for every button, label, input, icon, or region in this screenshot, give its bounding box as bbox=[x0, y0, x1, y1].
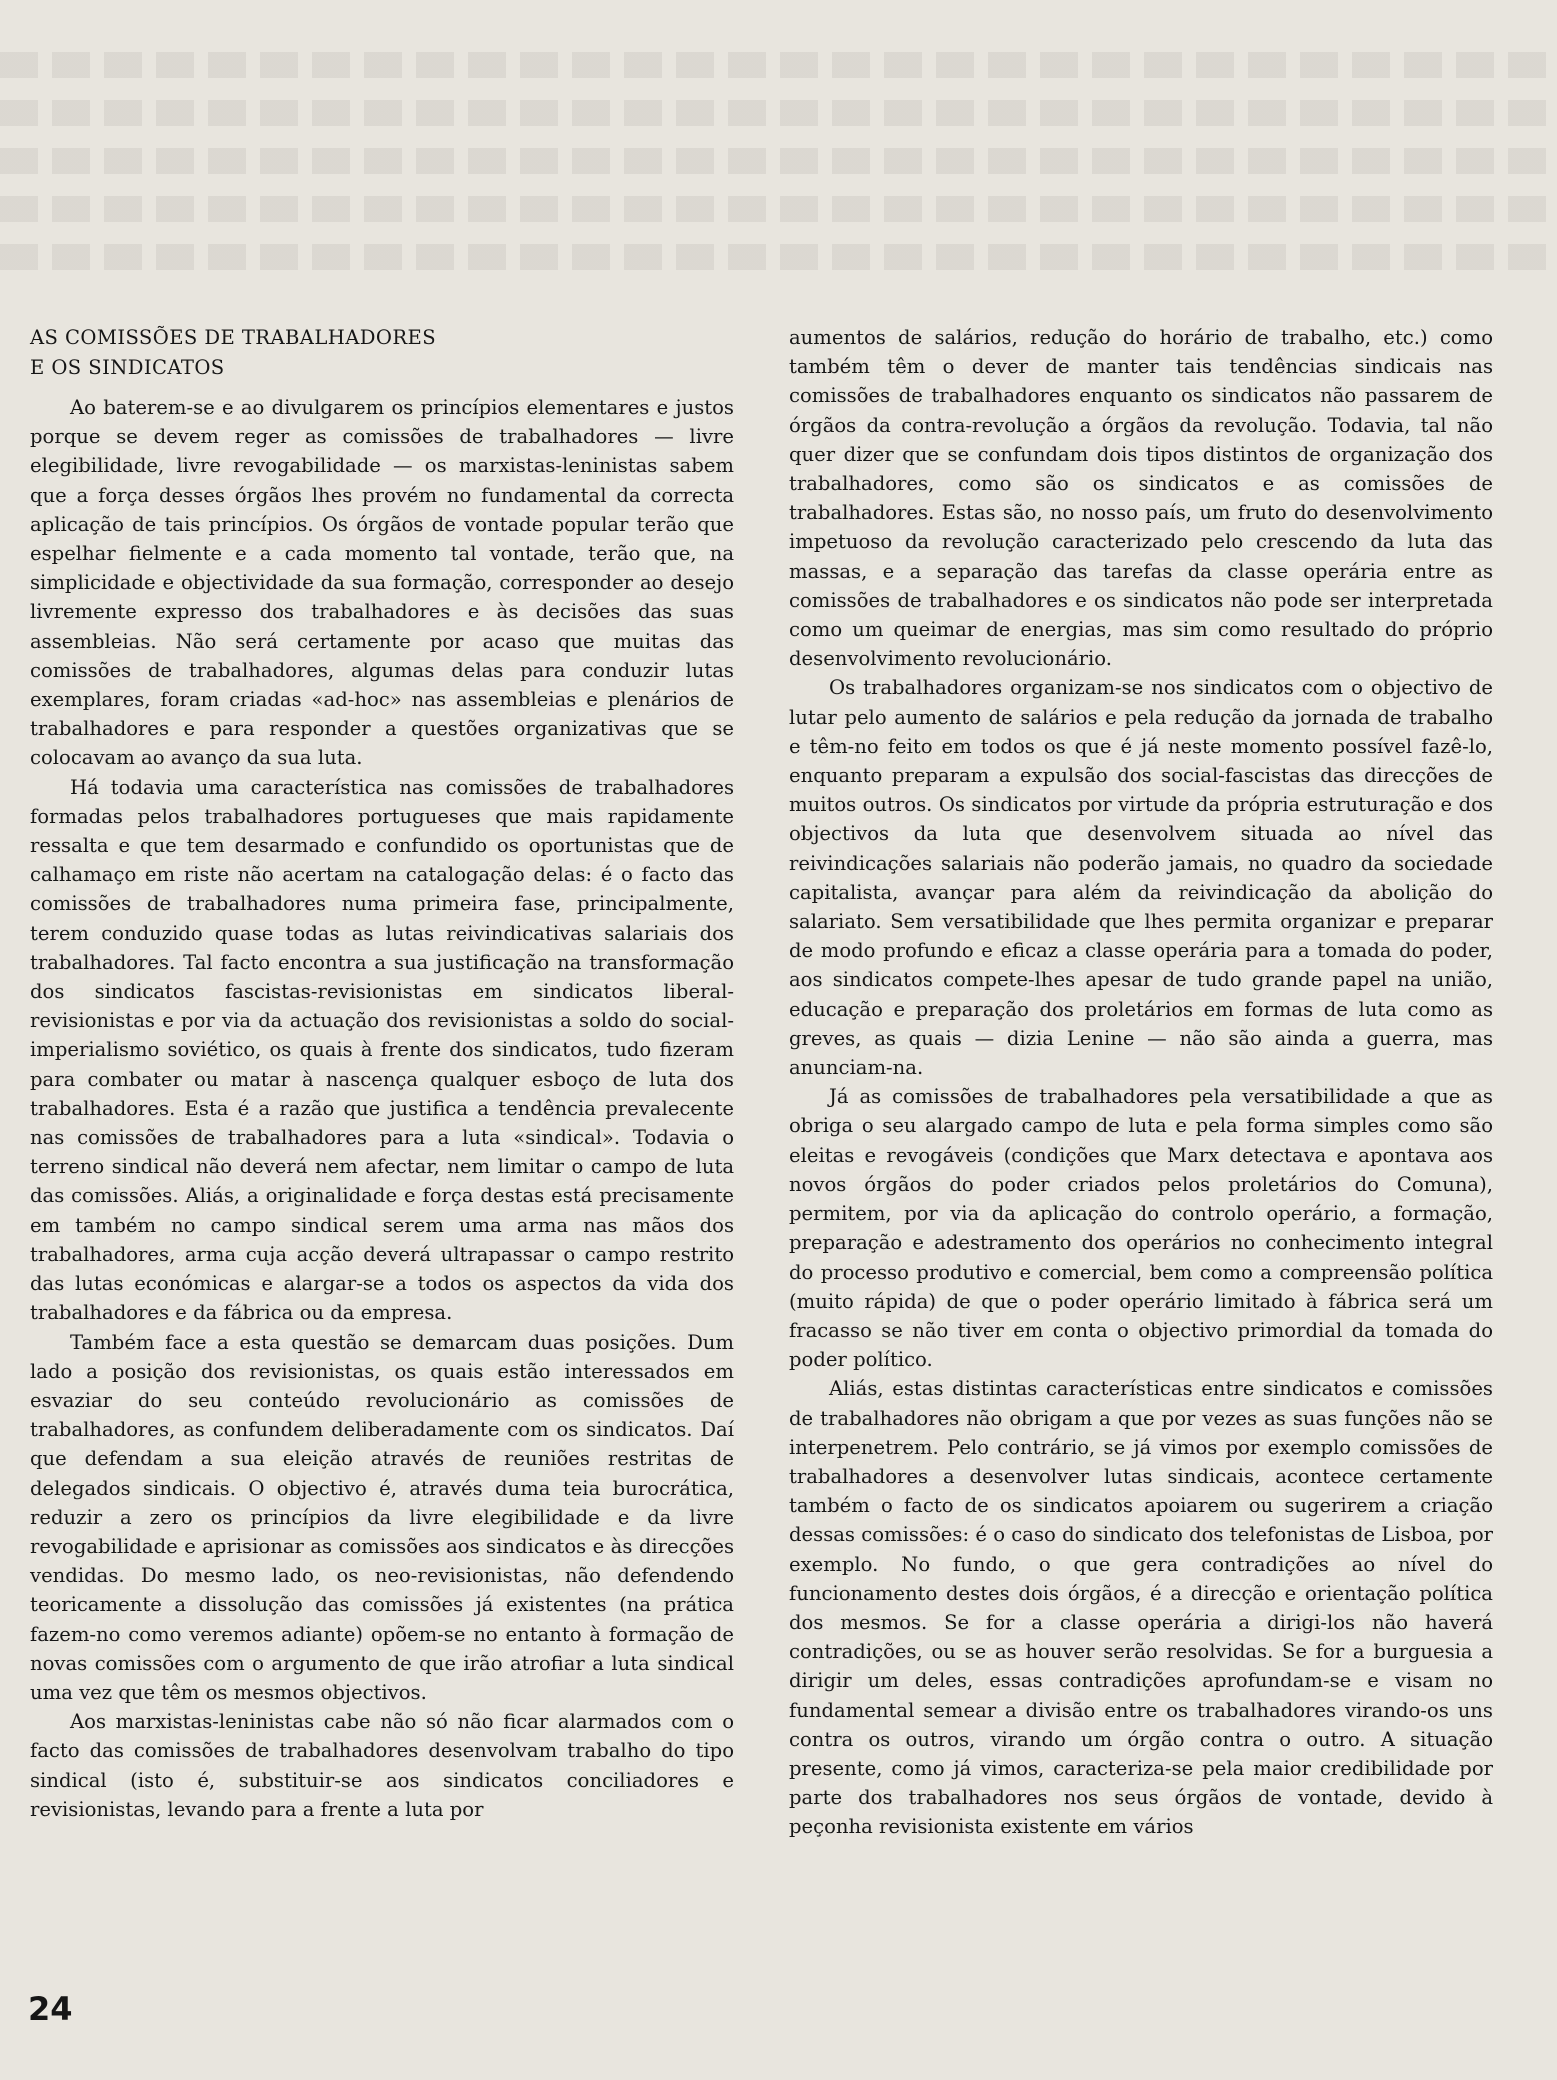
paragraph: Os trabalhadores organizam-se nos sindicatos com o objectivo de lutar pelo aumento de salários e pela redução da jornada de trabalho e têm-no feito em todos os que é já neste momento possível fazê-lo, enquanto preparam a expulsão dos social-fascistas das direcções de muitos outros. Os sindicatos por virtude da própria estruturação e dos objectivos da luta que desenvolvem situada ao nível das reivindicações salariais não poderão jamais, no quadro da sociedade capitalista, avançar para além da reivindicação da abolição do salariato. Sem versatibilidade que lhes permita organizar e preparar de modo profundo e eficaz a classe operária para a tomada do poder, aos sindicatos compete-lhes apesar de tudo grande papel na união, educação e preparação dos proletários em formas de luta como as greves, as quais — dizia Lenine — não são ainda a guerra, mas anunciam-na. bbox=[789, 676, 1493, 1080]
right-column bbox=[789, 323, 1493, 1842]
paragraph: Aliás, estas distintas características entre sindicatos e comissões de trabalhadores não obrigam a que por vezes as suas funções não se interpenetrem. Pelo contrário, se já vimos por exemplo comissões de trabalhadores a desenvolver lutas sindicais, acontece certamente também o facto de os sindicatos apoiarem ou sugerirem a criação dessas comissões: é o caso do sindicato dos telefonistas de Lisboa, por exemplo. No fundo, o que gera contradições ao nível do funcionamento destes dois órgãos, é a direcção e orientação política dos mesmos. Se for a classe operária a dirigi-los não haverá contradições, ou se as houver serão resolvidas. Se for a burguesia a dirigir um deles, essas contradições aprofundam-se e visam no fundamental semear a divisão entre os trabalhadores virando-os uns contra os outros, virando um órgão contra o outro. A situação presente, como já vimos, caracteriza-se pela maior credibilidade por parte dos trabalhadores nos seus órgãos de vontade, devido à peçonha revisionista existente em vários bbox=[789, 1377, 1493, 1839]
paragraph: Aos marxistas-leninistas cabe não só não ficar alarmados com o facto das comissões de trabalhadores desenvolvam trabalho do tipo sindical (isto é, substituir-se aos sindicatos conciliadores e revisionistas, levando para a frente a luta por bbox=[30, 1710, 734, 1821]
show-through-line bbox=[0, 52, 1557, 78]
section-heading-line-2: E OS SINDICATOS bbox=[30, 356, 225, 379]
page-number: 24 bbox=[28, 1990, 73, 2028]
paragraph: Também face a esta questão se demarcam duas posições. Dum lado a posição dos revisionistas, os quais estão interessados em esvaziar do seu conteúdo revolucionário as comissões de trabalhadores, as confundem deliberadamente com os sindicatos. Daí que defendam a sua eleição através de reuniões restritas de delegados sindicais. O objectivo é, através duma teia burocrática, reduzir a zero os princípios da livre elegibilidade e da livre revogabilidade e aprisionar as comissões aos sindicatos e às direcções vendidas. Do mesmo lado, os neo-revisionistas, não defendendo teoricamente a dissolução das comissões já existentes (na prática fazem-no como veremos adiante) opõem-se no entanto à formação de novas comissões com o argumento de que irão atrofiar a luta sindical uma vez que têm os mesmos objectivos. bbox=[30, 1330, 734, 1704]
show-through-line bbox=[0, 148, 1557, 174]
paragraph: Já as comissões de trabalhadores pela versatibilidade a que as obriga o seu alargado campo de luta e pela forma simples como são eleitas e revogáveis (condições que Marx detectava e apontava aos novos órgãos do poder criados pelos proletários do Comuna), permitem, por via da aplicação do controlo operário, a formação, preparação e adestramento dos operários no conhecimento integral do processo produtivo e comercial, bem como a compreensão política (muito rápida) de que o poder operário limitado à fábrica será um fracasso se não tiver em conta o objectivo primordial da tomada do poder político. bbox=[789, 1085, 1493, 1372]
paragraph: Ao baterem-se e ao divulgarem os princípios elementares e justos porque se devem reger as comissões de trabalhadores — livre elegibilidade, livre revogabilidade — os marxistas-leninistas sabem que a força desses órgãos lhes provém no fundamental da correcta aplicação de tais princípios. Os órgãos de vontade popular terão que espelhar fielmente e a cada momento tal vontade, terão que, na simplicidade e objectividade da sua formação, corresponder ao desejo livremente expresso dos trabalhadores e às decisões das suas assembleias. Não será certamente por acaso que muitas das comissões de trabalhadores, algumas delas para conduzir lutas exemplares, foram criadas «ad-hoc» nas assembleias e plenários de trabalhadores e para responder a questões organizativas que se colocavam ao avanço da sua luta. bbox=[30, 396, 734, 770]
paragraph: aumentos de salários, redução do horário de trabalho, etc.) como também têm o dever de manter tais tendências sindicais nas comissões de trabalhadores enquanto os sindicatos não passarem de órgãos da contra-revolução a órgãos da revolução. Todavia, tal não quer dizer que se confundam dois tipos distintos de organização dos trabalhadores, como são os sindicatos e as comissões de trabalhadores. Estas são, no nosso país, um fruto do desenvolvimento impetuoso da revolução caracterizado pelo crescendo da luta das massas, e a separação das tarefas da classe operária entre as comissões de trabalhadores e os sindicatos não pode ser interpretada como um queimar de energias, mas sim como resultado do próprio desenvolvimento revolucionário. bbox=[789, 326, 1493, 671]
show-through-line bbox=[0, 244, 1557, 270]
section-heading-line-1: AS COMISSÕES DE TRABALHADORES bbox=[30, 326, 437, 349]
section-heading bbox=[30, 323, 734, 383]
paragraph: Há todavia uma característica nas comissões de trabalhadores formadas pelos trabalhadores portugueses que mais rapidamente ressalta e que tem desarmado e confundido os oportunistas que de calhamaço em riste não acertam na catalogação delas: é o facto das comissões de trabalhadores numa primeira fase, principalmente, terem conduzido quase todas as lutas reivindicativas salariais dos trabalhadores. Tal facto encontra a sua justificação na transformação dos sindicatos fascistas-revisionistas em sindicatos liberal-revisionistas e por via da actuação dos revisionistas a soldo do social-imperialismo soviético, os quais à frente dos sindicatos, tudo fizeram para combater ou matar à nascença qualquer esboço de luta dos trabalhadores. Esta é a razão que justifica a tendência prevalecente nas comissões de trabalhadores para a luta «sindical». Todavia o terreno sindical não deverá nem afectar, nem limitar o campo de luta das comissões. Aliás, a originalidade e força destas está precisamente em também no campo sindical serem uma arma nas mãos dos trabalhadores, arma cuja acção deverá ultrapassar o campo restrito das lutas económicas e alargar-se a todos os aspectos da vida dos trabalhadores e da fábrica ou da empresa. bbox=[30, 775, 734, 1325]
left-column bbox=[30, 323, 734, 1824]
show-through-line bbox=[0, 100, 1557, 126]
show-through-line bbox=[0, 196, 1557, 222]
